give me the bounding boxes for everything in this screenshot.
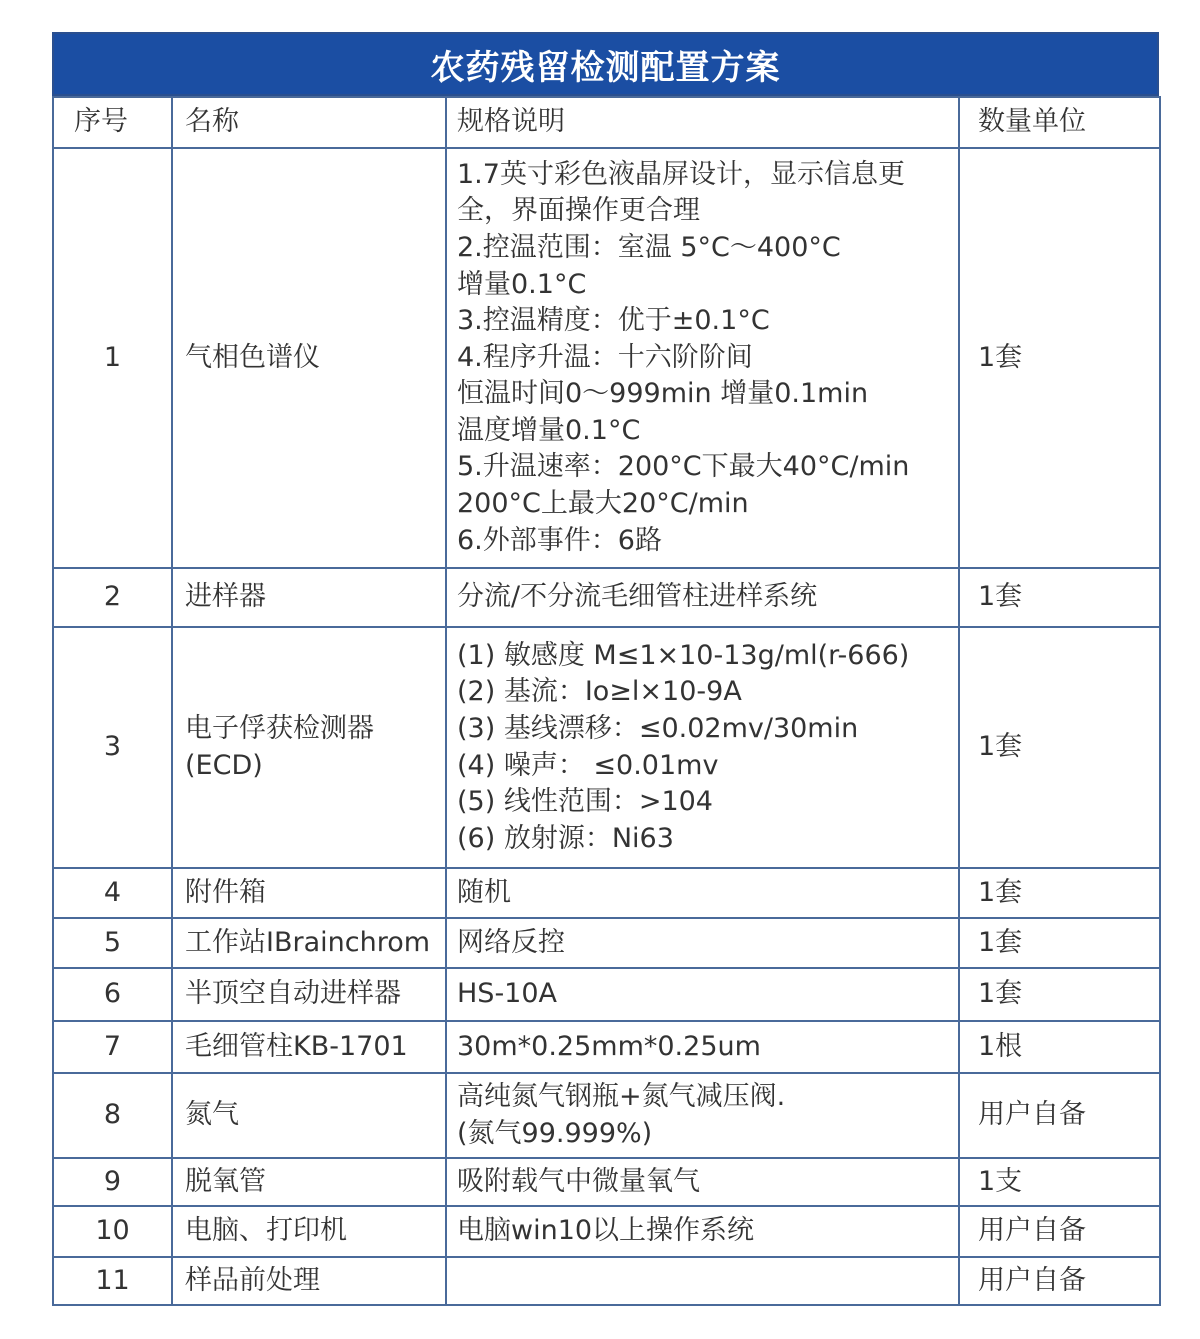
spec-line: (6) 放射源：Ni63 [457,822,674,854]
row-qty: 用户自备 [959,1073,1160,1158]
table-row [53,1021,1160,1073]
row-qty: 1套 [959,627,1160,868]
spec-line: 30m*0.25mm*0.25um [457,1030,761,1062]
spec-line: 200°C上最大20°C/min [457,488,749,520]
row-name: 毛细管柱KB-1701 [172,1021,446,1073]
row-no: 10 [53,1206,172,1257]
row-spec [446,1021,959,1073]
name-line: (ECD) [185,749,263,781]
row-qty: 1套 [959,918,1160,968]
row-spec [446,568,959,627]
row-name: 氮气 [172,1073,446,1158]
row-qty: 1套 [959,568,1160,627]
row-spec [446,868,959,918]
table-row [53,1206,1160,1257]
row-no: 9 [53,1158,172,1206]
spec-line: (5) 线性范围：>104 [457,786,713,818]
table-row [53,627,1160,868]
spec-line: 高纯氮气钢瓶+氮气减压阀. [457,1080,786,1112]
config-table [52,96,1161,1306]
spec-line: 全，界面操作更合理 [457,195,700,227]
row-name [172,627,446,868]
header-row [53,97,1160,148]
config-table-container [52,32,1159,1306]
table-row [53,1158,1160,1206]
spec-line: 3.控温精度：优于±0.1°C [457,305,770,337]
spec-line: (3) 基线漂移：≤0.02mv/30min [457,712,859,744]
row-name: 附件箱 [172,868,446,918]
row-qty: 1套 [959,968,1160,1021]
name-line: 电子俘获检测器 [185,712,374,744]
row-qty: 1套 [959,868,1160,918]
row-qty: 用户自备 [959,1206,1160,1257]
row-no: 7 [53,1021,172,1073]
row-name: 进样器 [172,568,446,627]
row-no: 5 [53,918,172,968]
row-name: 样品前处理 [172,1257,446,1305]
row-spec [446,1206,959,1257]
row-no: 6 [53,968,172,1021]
row-no: 2 [53,568,172,627]
row-qty: 1根 [959,1021,1160,1073]
row-name: 电脑、打印机 [172,1206,446,1257]
row-no: 4 [53,868,172,918]
spec-line: 吸附载气中微量氧气 [457,1165,700,1197]
header-no: 序号 [53,97,172,148]
header-qty: 数量单位 [959,97,1160,148]
row-name: 半顶空自动进样器 [172,968,446,1021]
spec-line: (2) 基流：Io≥l×10-9A [457,676,742,708]
row-no: 11 [53,1257,172,1305]
row-spec [446,1257,959,1305]
row-spec [446,1073,959,1158]
table-row [53,1073,1160,1158]
spec-line: 网络反控 [457,926,565,958]
spec-line: 4.程序升温：十六阶阶间 [457,341,753,373]
row-spec [446,627,959,868]
header-name: 名称 [172,97,446,148]
table-row [53,968,1160,1021]
table-row [53,568,1160,627]
row-no: 1 [53,148,172,568]
row-name: 脱氧管 [172,1158,446,1206]
row-spec [446,148,959,568]
row-qty: 1套 [959,148,1160,568]
row-spec [446,918,959,968]
spec-line: 2.控温范围：室温 5°C～400°C [457,231,841,263]
spec-line: 6.外部事件：6路 [457,524,662,556]
row-spec [446,1158,959,1206]
row-spec [446,968,959,1021]
table-row [53,918,1160,968]
spec-line: 温度增量0.1°C [457,414,641,446]
spec-line: HS-10A [457,978,558,1010]
spec-line: 电脑win10以上操作系统 [457,1215,755,1247]
table-title: 农药残留检测配置方案 [52,32,1159,96]
spec-line: (氮气99.999%) [457,1117,653,1149]
row-qty: 用户自备 [959,1257,1160,1305]
row-qty: 1支 [959,1158,1160,1206]
spec-line: 恒温时间0～999min 增量0.1min [457,378,869,410]
spec-line: 分流/不分流毛细管柱进样系统 [457,581,818,613]
table-row [53,1257,1160,1305]
header-spec: 规格说明 [446,97,959,148]
spec-line: 1.7英寸彩色液晶屏设计，显示信息更 [457,158,905,190]
spec-line: (1) 敏感度 M≤1×10-13g/ml(r-666) [457,639,910,671]
spec-line: 随机 [457,876,511,908]
spec-line: 增量0.1°C [457,268,587,300]
row-name: 工作站IBrainchrom [172,918,446,968]
spec-line: 5.升温速率：200°C下最大40°C/min [457,451,910,483]
row-name: 气相色谱仪 [172,148,446,568]
spec-line: (4) 噪声： ≤0.01mv [457,749,719,781]
table-row [53,148,1160,568]
row-no: 8 [53,1073,172,1158]
row-no: 3 [53,627,172,868]
table-row [53,868,1160,918]
